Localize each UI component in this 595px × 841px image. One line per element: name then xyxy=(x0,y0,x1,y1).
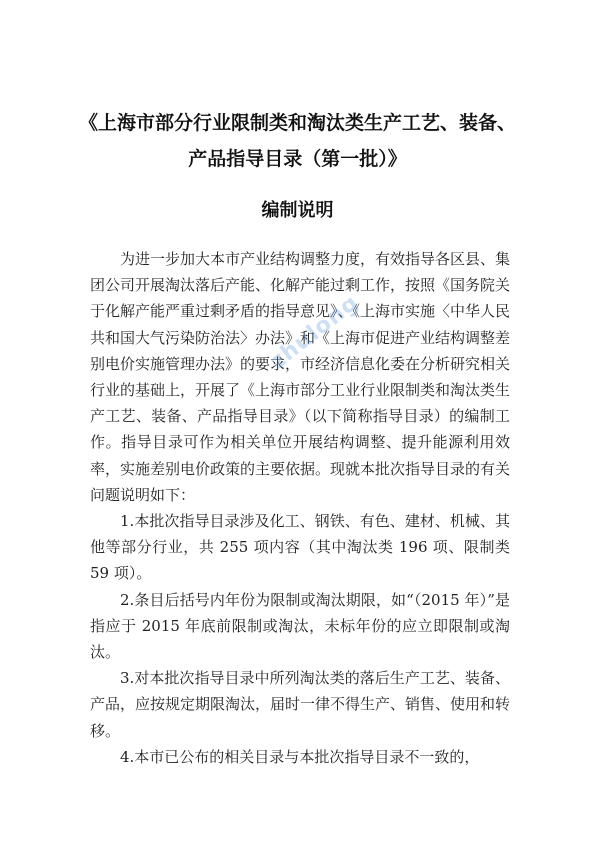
item-3-paragraph: 3.对本批次指导目录中所列淘汰类的落后生产工艺、装备、产品，应按规定期限淘汰，届时一律不得生产、销售、使用和转移。 xyxy=(90,669,511,740)
document-body xyxy=(90,246,510,770)
item-4-paragraph: 4.本市已公布的相关目录与本批次指导目录不一致的， xyxy=(120,747,480,766)
item-1-paragraph: 1.本批次指导目录涉及化工、钢铁、有色、建材、机械、其他等部分行业，共 255 项内容（其中淘汰类 196 项、限制类 59 项）。 xyxy=(90,512,510,583)
document-title-line-2: 产品指导目录（第一批）》 xyxy=(188,148,407,170)
document-title-line-1: 《上海市部分行业限制类和淘汰类生产工艺、装备、 xyxy=(78,112,516,134)
item-2-paragraph: 2.条目后括号内年份为限制或淘汰期限，如“（2015 年）”是指应于 2015 年底前限制或淘汰，未标年份的应立即限制或淘汰。 xyxy=(90,590,510,662)
watermark: zhulong xyxy=(265,290,364,375)
section-heading: 编制说明 xyxy=(261,200,334,221)
intro-paragraph: 为进一步加大本市产业结构调整力度，有效指导各区县、集团公司开展淘汰落后产能、化解产能过剩工作，按照《国务院关于化解产能严重过剩矛盾的指导意见》、《上海市实施〈中华人民共和国大气污染防治法〉办法》和《上海市促进产业结构调整差别电价实施管理办法》的要求，市经济信息化委在分析研究相关行业的基础上，开展了《上海市部分工业行业限制类和淘汰类生产工艺、装备、产品指导目录》（以下简称指导目录）的编制工作。指导目录可作为相关单位开展结构调整、提升能源利用效率，实施差别电价政策的主要依据。现就本批次指导目录的有关问题说明如下： xyxy=(90,250,511,504)
